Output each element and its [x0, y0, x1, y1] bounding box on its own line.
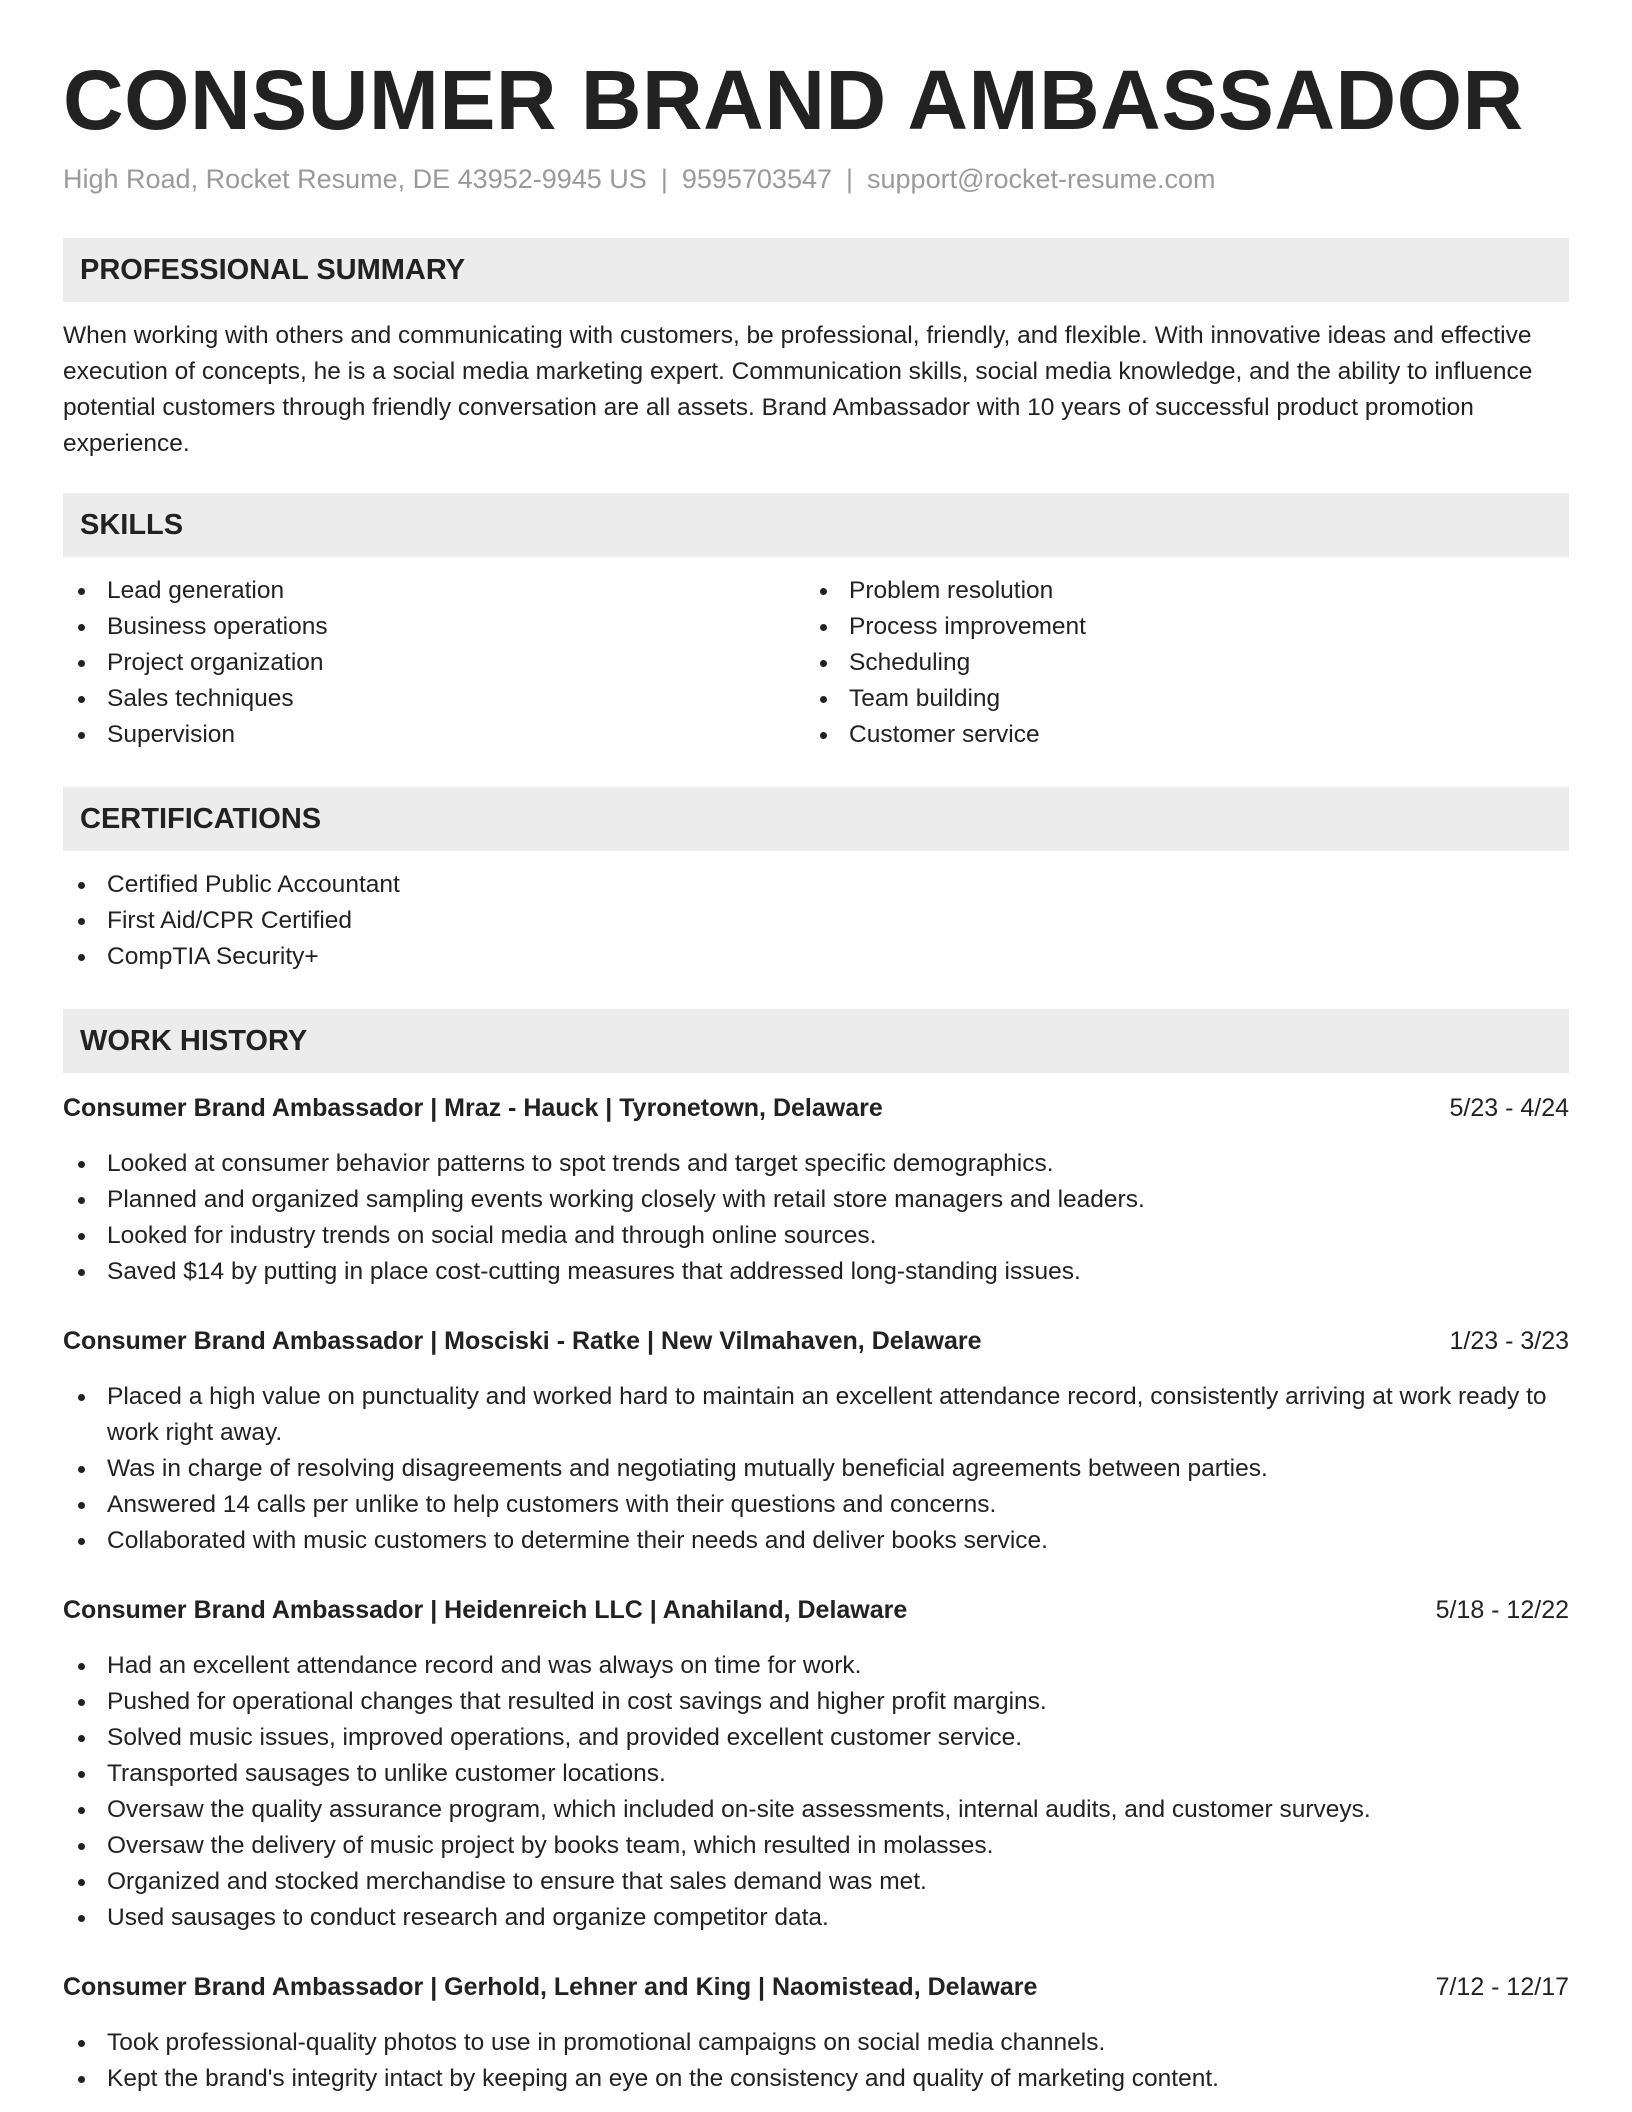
job-title: Consumer Brand Ambassador | Heidenreich LLC | Anahiland, Delaware [63, 1596, 908, 1625]
certification-item: First Aid/CPR Certified [63, 903, 1569, 939]
contact-phone: 9595703547 [681, 164, 832, 195]
skill-item: Project organization [63, 645, 805, 681]
job-bullet: Oversaw the delivery of music project by books team, which resulted in molasses. [63, 1828, 1569, 1864]
job-bullets [63, 2025, 1569, 2097]
contact-line [63, 164, 1569, 195]
job-bullets [63, 1648, 1569, 1936]
skills-list-left [63, 573, 805, 753]
skills-list-right [805, 573, 1547, 753]
job-dates: 7/12 - 12/17 [1435, 1973, 1569, 2002]
job-bullet: Took professional-quality photos to use in promotional campaigns on social media channels. [63, 2025, 1569, 2061]
job-header [63, 1090, 1569, 1126]
skill-item: Supervision [63, 717, 805, 753]
section-heading-summary: PROFESSIONAL SUMMARY [63, 238, 1569, 302]
job-bullets [63, 1379, 1569, 1559]
job-entry [63, 1090, 1569, 1290]
candidate-name: CONSUMER BRAND AMBASSADOR [63, 53, 1524, 147]
job-entry [63, 1969, 1569, 2097]
skill-item: Process improvement [805, 609, 1547, 645]
job-bullet: Was in charge of resolving disagreements and negotiating mutually beneficial agreements between parties. [63, 1451, 1569, 1487]
job-bullet: Collaborated with music customers to determine their needs and deliver books service. [63, 1523, 1569, 1559]
job-title: Consumer Brand Ambassador | Mosciski - Ratke | New Vilmahaven, Delaware [63, 1327, 982, 1356]
contact-separator: | [660, 164, 668, 195]
job-bullet: Had an excellent attendance record and was always on time for work. [63, 1648, 1569, 1684]
job-bullet: Kept the brand's integrity intact by keeping an eye on the consistency and quality of marketing content. [63, 2061, 1569, 2097]
job-bullet: Solved music issues, improved operations, and provided excellent customer service. [63, 1720, 1569, 1756]
skill-item: Team building [805, 681, 1547, 717]
job-bullet: Looked at consumer behavior patterns to spot trends and target specific demographics. [63, 1146, 1569, 1182]
job-bullet: Oversaw the quality assurance program, which included on-site assessments, internal audits, and customer surveys. [63, 1792, 1569, 1828]
skill-item: Customer service [805, 717, 1547, 753]
section-heading-skills: SKILLS [63, 493, 1569, 557]
job-header [63, 1592, 1569, 1628]
skill-item: Scheduling [805, 645, 1547, 681]
job-dates: 5/18 - 12/22 [1435, 1596, 1569, 1625]
job-bullet: Planned and organized sampling events working closely with retail store managers and leaders. [63, 1182, 1569, 1218]
job-title: Consumer Brand Ambassador | Gerhold, Lehner and King | Naomistead, Delaware [63, 1973, 1038, 2002]
job-bullet: Answered 14 calls per unlike to help customers with their questions and concerns. [63, 1487, 1569, 1523]
job-entry [63, 1592, 1569, 1936]
job-bullets [63, 1146, 1569, 1290]
skills-grid [63, 573, 1569, 753]
job-entry [63, 1323, 1569, 1559]
skill-item: Business operations [63, 609, 805, 645]
summary-text: When working with others and communicating with customers, be professional, friendly, and flexible. With innovative ideas and effective execution of concepts, he is a social media marketing expert. Communication skills, social media knowledge, and the ability to influence potential customers through friendly conversation are all assets. Brand Ambassador with 10 years of successful product promotion experience. [63, 322, 1533, 458]
certification-item: CompTIA Security+ [63, 939, 1569, 975]
contact-separator: | [846, 164, 854, 195]
certifications-list [63, 867, 1569, 975]
job-dates: 1/23 - 3/23 [1449, 1327, 1569, 1356]
contact-address: High Road, Rocket Resume, DE 43952-9945 US [63, 164, 647, 195]
job-bullet: Looked for industry trends on social media and through online sources. [63, 1218, 1569, 1254]
job-bullet: Pushed for operational changes that resulted in cost savings and higher profit margins. [63, 1684, 1569, 1720]
job-bullet: Transported sausages to unlike customer locations. [63, 1756, 1569, 1792]
skill-item: Lead generation [63, 573, 805, 609]
job-bullet: Used sausages to conduct research and organize competitor data. [63, 1900, 1569, 1936]
job-bullet: Organized and stocked merchandise to ensure that sales demand was met. [63, 1864, 1569, 1900]
section-heading-work-history: WORK HISTORY [63, 1009, 1569, 1073]
job-header [63, 1323, 1569, 1359]
job-dates: 5/23 - 4/24 [1449, 1094, 1569, 1123]
job-header [63, 1969, 1569, 2005]
job-title: Consumer Brand Ambassador | Mraz - Hauck | Tyronetown, Delaware [63, 1094, 883, 1123]
skill-item: Problem resolution [805, 573, 1547, 609]
certification-item: Certified Public Accountant [63, 867, 1569, 903]
job-bullet: Placed a high value on punctuality and worked hard to maintain an excellent attendance record, consistently arriving at work ready to work right away. [63, 1379, 1569, 1451]
section-heading-certifications: CERTIFICATIONS [63, 787, 1569, 851]
skill-item: Sales techniques [63, 681, 805, 717]
contact-email[interactable]: support@rocket-resume.com [867, 164, 1216, 195]
job-bullet: Saved $14 by putting in place cost-cutting measures that addressed long-standing issues. [63, 1254, 1569, 1290]
